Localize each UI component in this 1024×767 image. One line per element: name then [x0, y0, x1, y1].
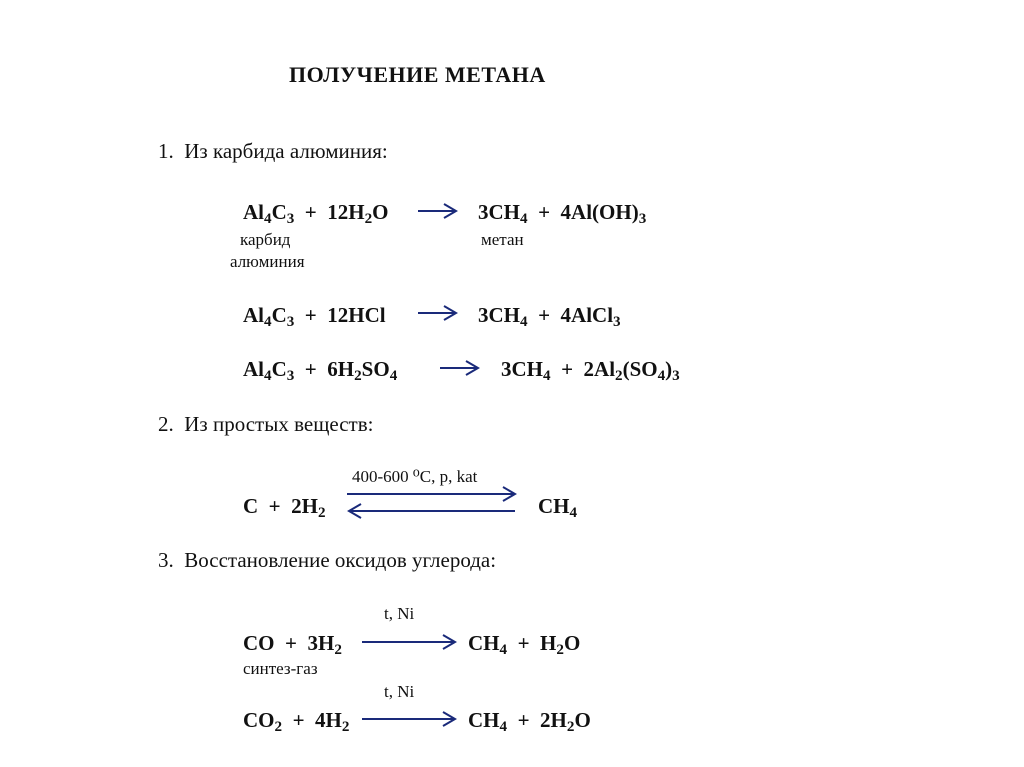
condition-co2-reduction: t, Ni: [384, 682, 415, 701]
section-3-number: 3.: [158, 548, 174, 572]
equation-1-rhs: $3CH_4 + 4Al(OH)_3$: [478, 200, 647, 228]
equation-2-rhs: $3CH_4$ + 4AlCl$_3$: [478, 303, 621, 331]
section-1-title: Из карбида алюминия:: [184, 139, 388, 163]
reaction-arrow-1: [418, 200, 458, 222]
reaction-arrow-3: [440, 357, 480, 379]
section-3-title: Восстановление оксидов углерода:: [184, 548, 497, 572]
reaction-arrow-2: [418, 302, 458, 324]
equation-4-lhs: $C + 2H_2$: [243, 494, 326, 522]
section-2-number: 2.: [158, 412, 174, 436]
section-3-heading: [158, 548, 496, 573]
label-methane: метан: [481, 230, 524, 249]
equation-1-lhs: $Al_4C_3 + 12H_2O$: [243, 200, 389, 228]
equation-6-rhs: $CH_4 + 2H_2O$: [468, 708, 591, 736]
reaction-arrow-5: [362, 631, 458, 653]
equation-3-lhs: $Al_4C_3 + 6H_2SO_4$: [243, 357, 398, 385]
section-1-heading: [158, 139, 388, 164]
equation-4-rhs: $CH_4$: [538, 494, 578, 522]
section-1-number: 1.: [158, 139, 174, 163]
equation-6-lhs: $CO_2 + 4H_2$: [243, 708, 350, 736]
label-syngas: синтез-газ: [243, 659, 318, 678]
equation-3-rhs: $3CH_4 + 2Al_2(SO_4)_3$: [501, 357, 680, 385]
equation-5-rhs: $CH_4 + H_2O$: [468, 631, 581, 659]
label-carbide-line2: алюминия: [230, 252, 305, 271]
equation-5-lhs: CO + $3H_2$: [243, 631, 342, 659]
condition-synthesis: 400-600 ⁰C, p, kat: [352, 467, 478, 486]
label-carbide-line1: карбид: [240, 230, 291, 249]
page-title: ПОЛУЧЕНИЕ МЕТАНА: [289, 62, 546, 87]
section-2-heading: [158, 412, 373, 437]
equation-2-lhs: $Al_4C_3 + 12HCl$: [243, 303, 386, 331]
section-2-title: Из простых веществ:: [184, 412, 374, 436]
reversible-arrow: [345, 484, 520, 520]
condition-co-reduction: t, Ni: [384, 604, 415, 623]
reaction-arrow-6: [362, 708, 458, 730]
